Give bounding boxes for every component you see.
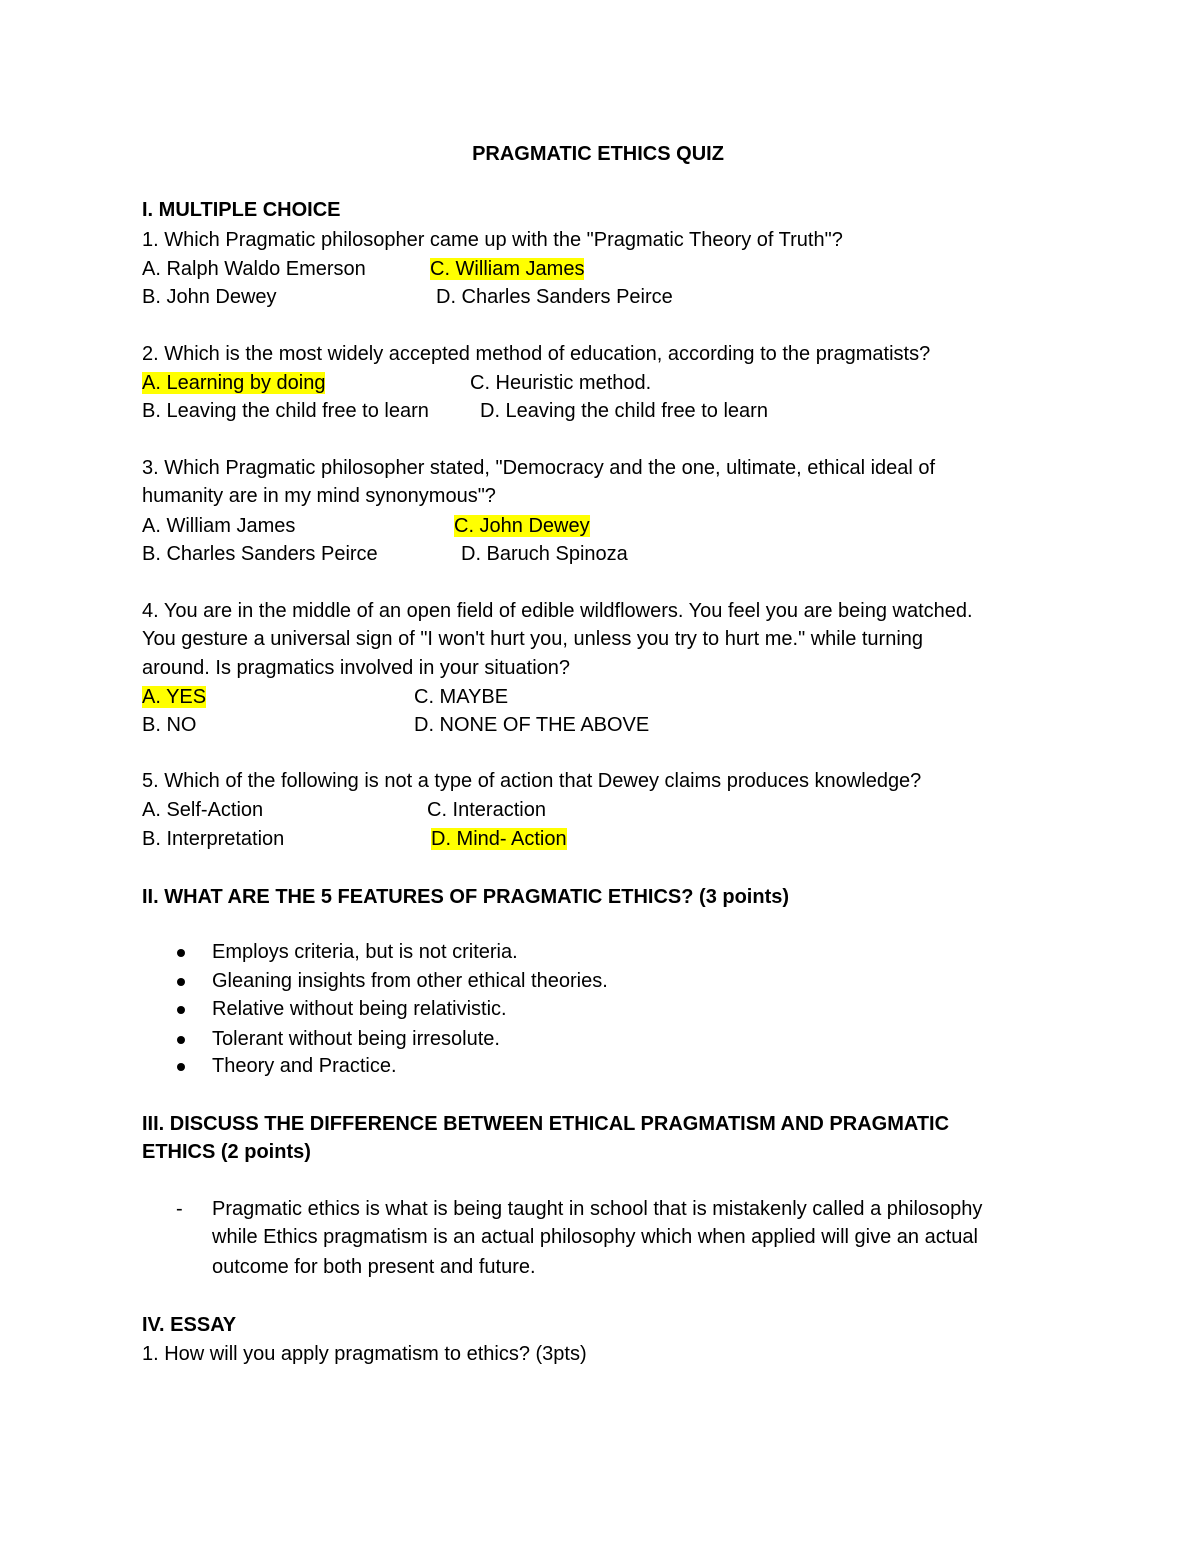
q2-option-c: C. Heuristic method. [470, 372, 652, 394]
feature-text: Relative without being relativistic. [212, 998, 507, 1020]
bullet-dot-icon [177, 978, 185, 986]
q3-answer-highlight: C. John Dewey [454, 515, 590, 537]
q5-answer-highlight: D. Mind- Action [431, 828, 567, 850]
bullet-dot-icon [177, 1006, 185, 1014]
q5-option-b: B. Interpretation [142, 828, 285, 850]
answer-line-2: while Ethics pragmatism is an actual philosophy which when applied will give an actual [212, 1226, 978, 1248]
essay-question-1: 1. How will you apply pragmatism to ethics? (3pts) [142, 1343, 587, 1365]
dash-marker: - [176, 1198, 183, 1220]
bullet-dot-icon [177, 949, 185, 957]
q2-option-b: B. Leaving the child free to learn [142, 400, 429, 422]
q1-option-d: D. Charles Sanders Peirce [436, 286, 673, 308]
feature-text: Theory and Practice. [212, 1055, 397, 1077]
question-4-text-line-3: around. Is pragmatics involved in your situation? [142, 657, 571, 679]
q3-option-b: B. Charles Sanders Peirce [142, 543, 378, 565]
document-page [142, 0, 1062, 1553]
q1-answer-highlight: C. William James [430, 258, 585, 280]
bullet-dot-icon [177, 1036, 185, 1044]
answer-dash-item [142, 1197, 1062, 1221]
q3-option-d: D. Baruch Spinoza [461, 543, 628, 565]
q2-answer-highlight: A. Learning by doing [142, 372, 326, 394]
question-3-text-line-1: 3. Which Pragmatic philosopher stated, "Democracy and the one, ultimate, ethical ideal of [142, 457, 936, 479]
q4-option-b: B. NO [142, 714, 197, 736]
q4-option-a [142, 685, 206, 709]
feature-text: Gleaning insights from other ethical theories. [212, 970, 608, 992]
q1-option-c [430, 257, 584, 281]
q4-option-c: C. MAYBE [414, 686, 509, 708]
q1-option-a: A. Ralph Waldo Emerson [142, 258, 366, 280]
q2-option-a [142, 371, 325, 395]
q4-option-d: D. NONE OF THE ABOVE [414, 714, 650, 736]
q3-option-c [454, 514, 590, 538]
q1-option-b: B. John Dewey [142, 286, 277, 308]
question-5-text: 5. Which of the following is not a type of action that Dewey claims produces knowledge? [142, 770, 922, 792]
section-1-heading: I. MULTIPLE CHOICE [142, 199, 341, 221]
answer-line-3: outcome for both present and future. [212, 1256, 536, 1278]
bullet-dot-icon [177, 1063, 185, 1071]
section-4-heading: IV. ESSAY [142, 1314, 237, 1336]
feature-text: Employs criteria, but is not criteria. [212, 941, 518, 963]
section-3-heading-line-1: III. DISCUSS THE DIFFERENCE BETWEEN ETHICAL PRAGMATISM AND PRAGMATIC [142, 1113, 950, 1135]
q5-option-d [431, 827, 567, 851]
question-4-text-line-2: You gesture a universal sign of "I won't hurt you, unless you try to hurt me." while turning [142, 628, 924, 650]
answer-line-1: Pragmatic ethics is what is being taught in school that is mistakenly called a philosophy [212, 1198, 983, 1220]
section-3-heading-line-2: ETHICS (2 points) [142, 1141, 311, 1163]
section-2-heading: II. WHAT ARE THE 5 FEATURES OF PRAGMATIC ETHICS? (3 points) [142, 886, 790, 908]
question-2-text: 2. Which is the most widely accepted method of education, according to the pragmatists? [142, 343, 931, 365]
question-1-text: 1. Which Pragmatic philosopher came up with the "Pragmatic Theory of Truth"? [142, 229, 843, 251]
feature-text: Tolerant without being irresolute. [212, 1028, 500, 1050]
q2-option-d: D. Leaving the child free to learn [480, 400, 768, 422]
q4-answer-highlight: A. YES [142, 686, 207, 708]
q5-option-c: C. Interaction [427, 799, 546, 821]
document-title: PRAGMATIC ETHICS QUIZ [472, 143, 724, 165]
question-4-text-line-1: 4. You are in the middle of an open field of edible wildflowers. You feel you are being watched. [142, 600, 973, 622]
question-3-text-line-2: humanity are in my mind synonymous"? [142, 485, 496, 507]
q3-option-a: A. William James [142, 515, 296, 537]
q5-option-a: A. Self-Action [142, 799, 264, 821]
